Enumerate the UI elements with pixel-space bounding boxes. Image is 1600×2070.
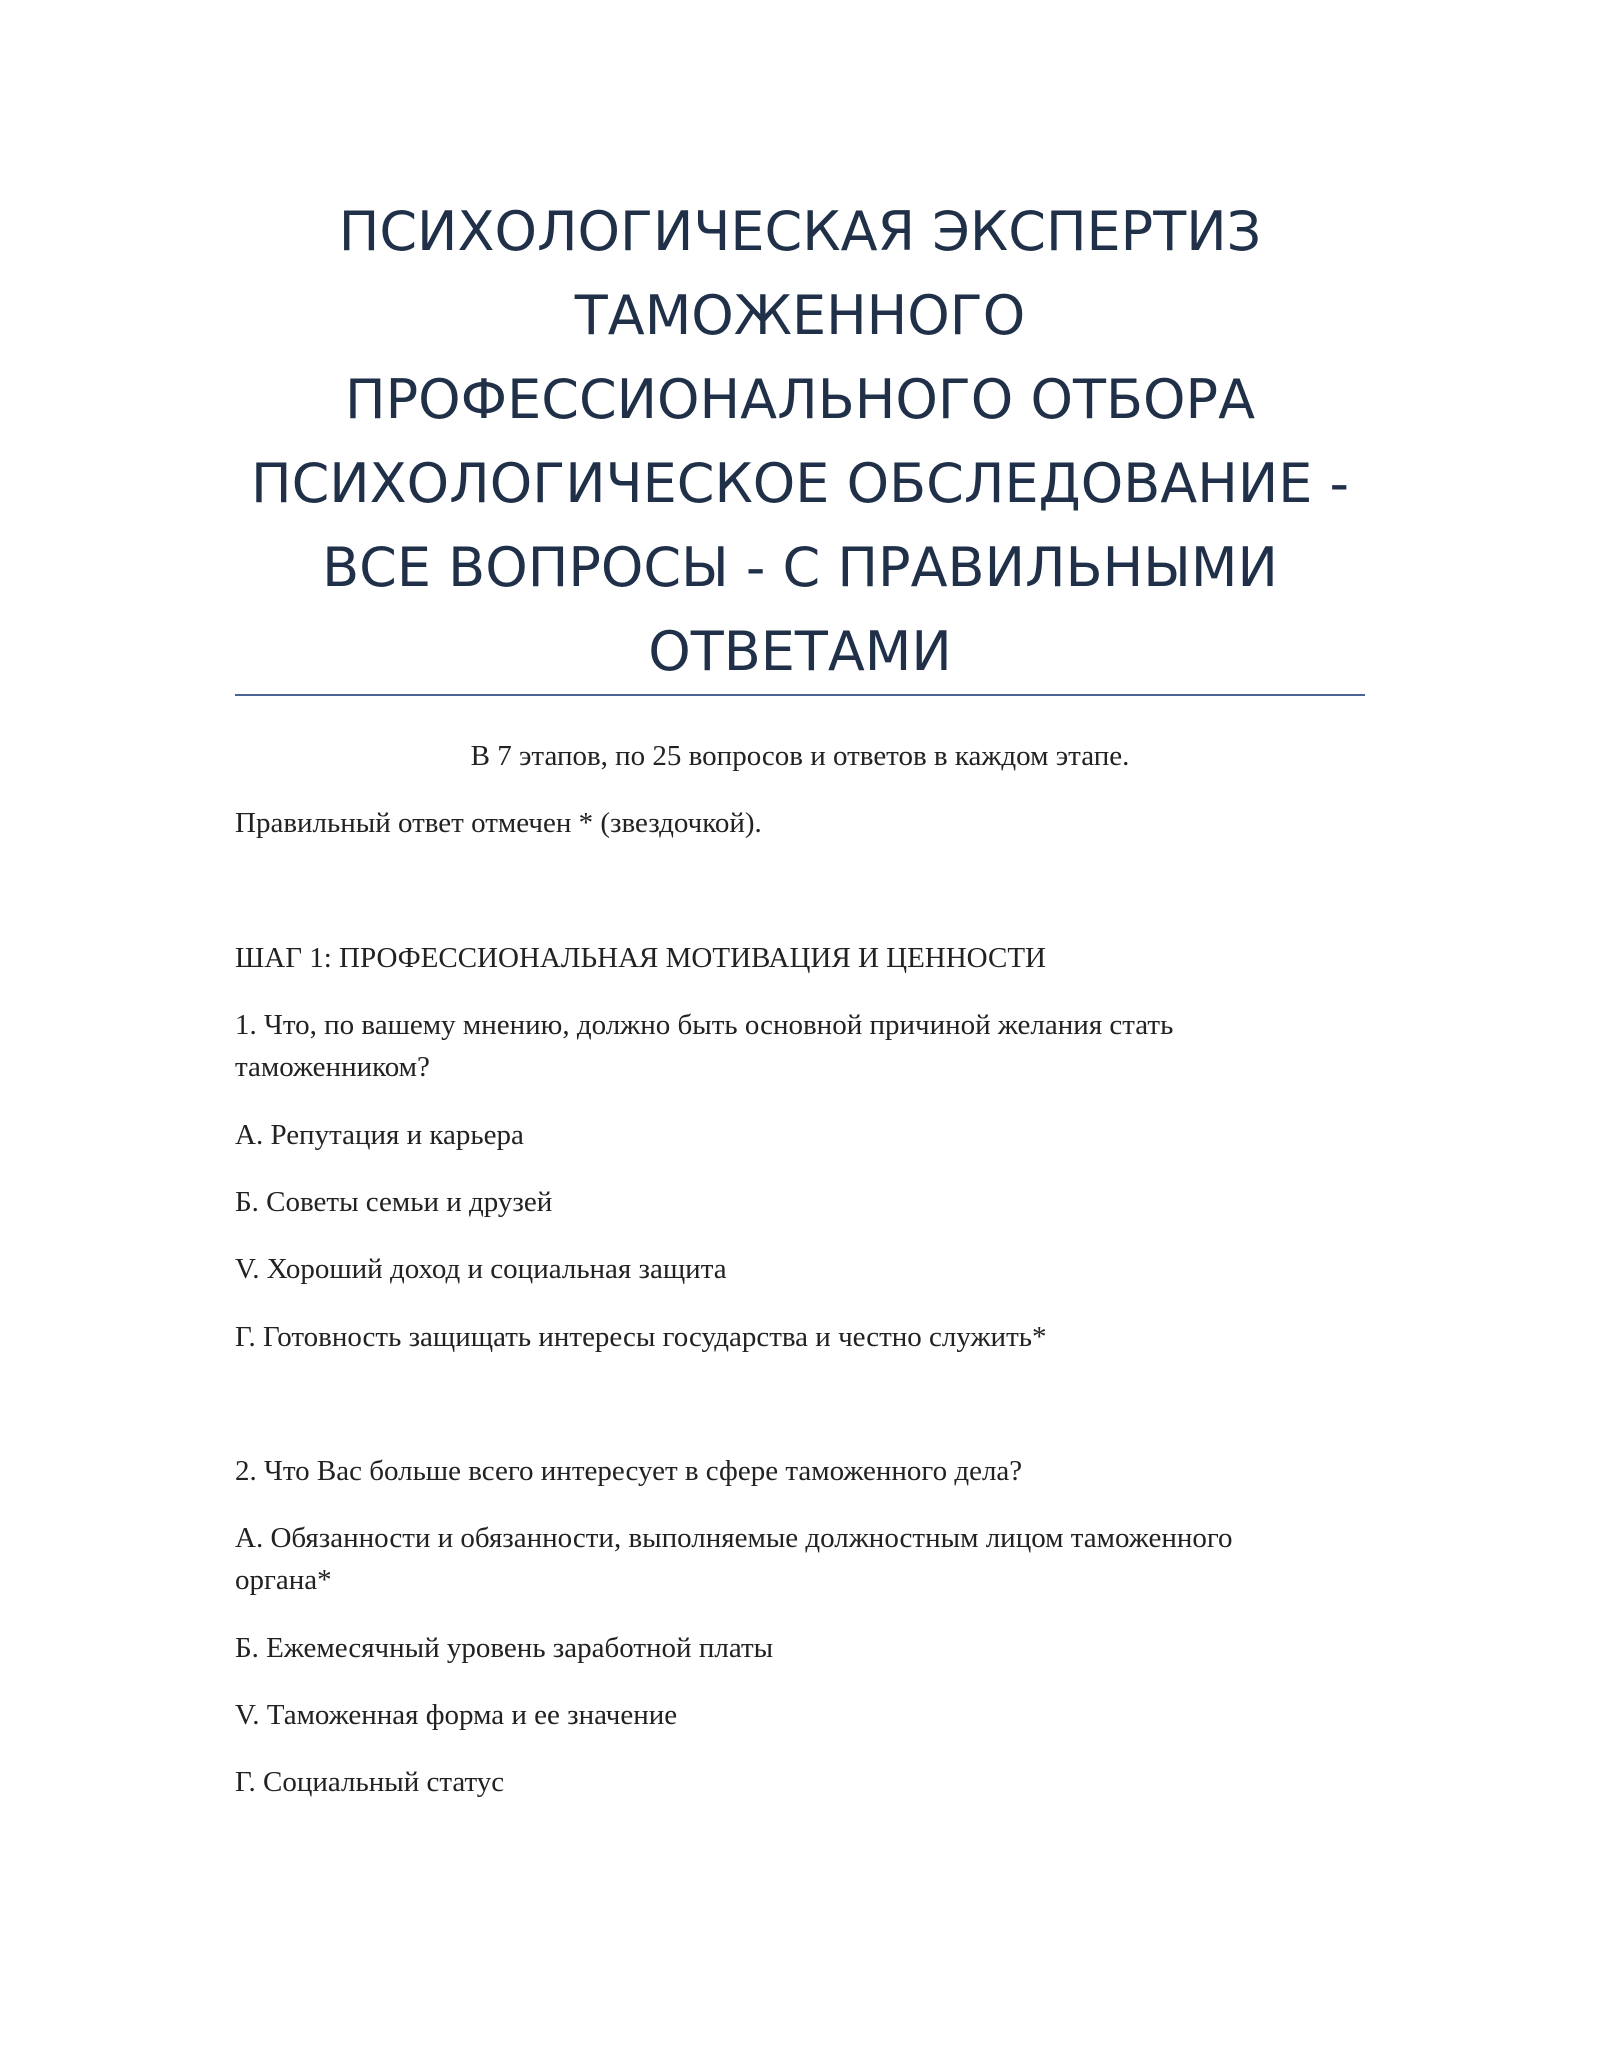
document-title [235,190,1365,694]
title-line-5: ВСЕ ВОПРОСЫ - С ПРАВИЛЬНЫМИ [322,536,1278,599]
intro-text: В 7 этапов, по 25 вопросов и ответов в каждом этапе. [470,740,1130,772]
question-1-line-1: 1. Что, по вашему мнению, должно быть основной причиной желания стать [235,1009,1174,1041]
title-line-1: ПСИХОЛОГИЧЕСКАЯ ЭКСПЕРТИЗ [338,200,1262,263]
question-1-line-2: таможенником? [235,1051,430,1083]
step-heading: ШАГ 1: ПРОФЕССИОНАЛЬНАЯ МОТИВАЦИЯ И ЦЕННОСТИ [235,942,1046,974]
question-1-option-v: V. Хороший доход и социальная защита [235,1253,727,1285]
question-2-line-1: 2. Что Вас больше всего интересует в сфере таможенного дела? [235,1455,1023,1487]
title-line-3: ПРОФЕССИОНАЛЬНОГО ОТБОРА [344,368,1256,431]
title-line-6: ОТВЕТАМИ [648,620,952,683]
question-1-option-b: Б. Советы семьи и друзей [235,1186,553,1218]
question-1-option-g: Г. Готовность защищать интересы государства и честно служить* [235,1321,1047,1353]
question-2-option-v: V. Таможенная форма и ее значение [235,1699,678,1731]
note-text: Правильный ответ отмечен * (звездочкой). [235,807,762,839]
question-2-option-b: Б. Ежемесячный уровень заработной платы [235,1632,774,1664]
title-line-2: ТАМОЖЕННОГО [574,284,1026,347]
question-2-option-a-line-2: органа* [235,1564,332,1596]
title-line-4: ПСИХОЛОГИЧЕСКОЕ ОБСЛЕДОВАНИЕ - [250,452,1350,515]
question-1-option-a: А. Репутация и карьера [235,1119,524,1151]
question-2-option-a-line-1: А. Обязанности и обязанности, выполняемые должностным лицом таможенного [235,1522,1233,1554]
title-divider [235,694,1365,696]
question-2-option-g: Г. Социальный статус [235,1766,505,1798]
